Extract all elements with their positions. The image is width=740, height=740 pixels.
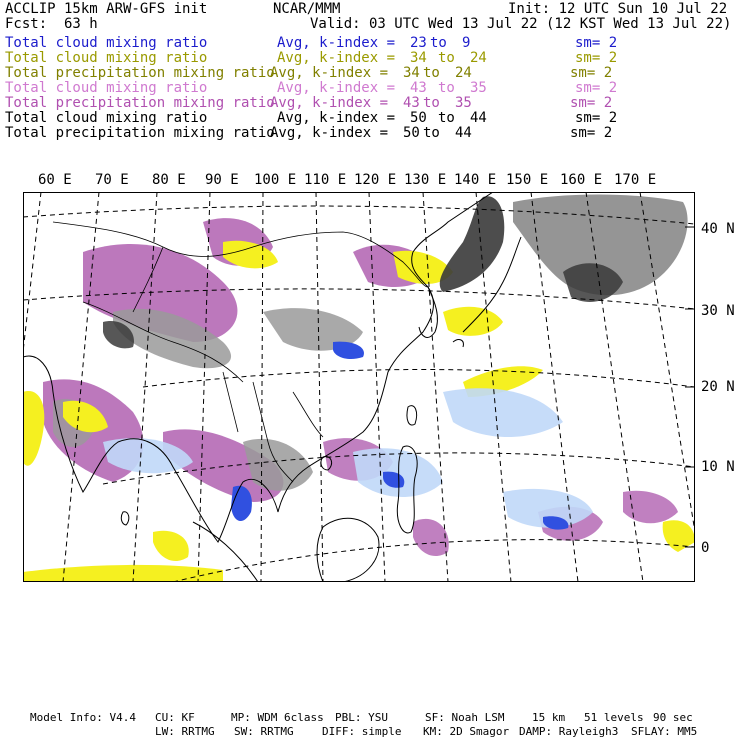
k-to: to xyxy=(430,35,447,51)
surface-layer-scheme: SFLAY: MM5 xyxy=(631,725,698,738)
init-time: Init: 12 UTC Sun 10 Jul 22 xyxy=(508,1,728,17)
lon-label: 70 E xyxy=(95,172,129,188)
center-label: NCAR/MMM xyxy=(273,1,341,17)
field-name: Total cloud mixing ratio xyxy=(5,80,208,96)
shortwave-scheme: SW: RRTMG xyxy=(234,725,294,738)
field-name: Total cloud mixing ratio xyxy=(5,110,208,126)
smoothing: sm= 2 xyxy=(570,95,613,111)
k-end: 44 xyxy=(455,125,472,141)
lat-label: 20 N xyxy=(701,379,735,395)
longwave-scheme: LW: RRTMG xyxy=(155,725,215,738)
field-name: Total cloud mixing ratio xyxy=(5,50,208,66)
smoothing: sm= 2 xyxy=(575,35,618,51)
valid-time: Valid: 03 UTC Wed 13 Jul 22 (12 KST Wed 13 Jul 22) xyxy=(310,16,732,32)
km-scheme: KM: 2D Smagor xyxy=(423,725,510,738)
lon-label: 110 E xyxy=(304,172,347,188)
avg-k-index: Avg, k-index = xyxy=(277,80,404,96)
lon-label: 170 E xyxy=(614,172,657,188)
lat-label: 40 N xyxy=(701,221,735,237)
k-start: 34 xyxy=(403,65,420,81)
smoothing: sm= 2 xyxy=(570,125,613,141)
forecast-hour: 63 h xyxy=(64,16,98,32)
timestep: 90 sec xyxy=(653,711,693,724)
field-name: Total cloud mixing ratio xyxy=(5,35,208,51)
k-end: 35 xyxy=(455,95,472,111)
k-end: 9 xyxy=(462,35,471,51)
avg-k-index: Avg, k-index = xyxy=(277,110,404,126)
k-end: 35 xyxy=(470,80,487,96)
k-start: 50 xyxy=(410,110,427,126)
surface-scheme: SF: Noah LSM xyxy=(425,711,505,724)
k-end: 24 xyxy=(455,65,472,81)
avg-k-index: Avg, k-index = xyxy=(270,65,397,81)
map-panel xyxy=(23,192,695,582)
lon-label: 90 E xyxy=(205,172,239,188)
k-start: 23 xyxy=(410,35,427,51)
smoothing: sm= 2 xyxy=(575,110,618,126)
k-to: to xyxy=(423,95,440,111)
avg-k-index: Avg, k-index = xyxy=(277,50,404,66)
lon-label: 120 E xyxy=(354,172,397,188)
k-start: 43 xyxy=(410,80,427,96)
lon-label: 160 E xyxy=(560,172,603,188)
smoothing: sm= 2 xyxy=(575,80,618,96)
legend-row xyxy=(5,96,735,111)
smoothing: sm= 2 xyxy=(575,50,618,66)
lon-label: 130 E xyxy=(404,172,447,188)
pbl-scheme: PBL: YSU xyxy=(335,711,388,724)
cumulus-scheme: CU: KF xyxy=(155,711,195,724)
legend-row xyxy=(5,111,735,126)
k-to: to xyxy=(438,50,455,66)
lon-label: 140 E xyxy=(454,172,497,188)
resolution: 15 km xyxy=(532,711,566,724)
lat-label: 10 N xyxy=(701,459,735,475)
avg-k-index: Avg, k-index = xyxy=(270,125,397,141)
avg-k-index: Avg, k-index = xyxy=(270,95,397,111)
k-to: to xyxy=(423,125,440,141)
legend-row xyxy=(5,81,735,96)
lat-label: 0 xyxy=(701,540,710,556)
damping-scheme: DAMP: Rayleigh3 xyxy=(519,725,619,738)
k-end: 24 xyxy=(470,50,487,66)
lon-label: 150 E xyxy=(506,172,549,188)
microphysics-scheme: MP: WDM 6class xyxy=(231,711,324,724)
k-start: 50 xyxy=(403,125,420,141)
k-start: 43 xyxy=(403,95,420,111)
legend-row xyxy=(5,36,735,51)
legend-row xyxy=(5,126,735,141)
legend-row xyxy=(5,51,735,66)
k-to: to xyxy=(438,80,455,96)
lon-label: 100 E xyxy=(254,172,297,188)
lon-label: 80 E xyxy=(152,172,186,188)
model-info: Model Info: V4.4 xyxy=(30,711,136,724)
field-name: Total precipitation mixing ratio xyxy=(5,95,275,111)
plot-title: ACCLIP 15km ARW-GFS init xyxy=(5,1,208,17)
k-to: to xyxy=(423,65,440,81)
k-end: 44 xyxy=(470,110,487,126)
vertical-levels: 51 levels xyxy=(584,711,644,724)
lon-label: 60 E xyxy=(38,172,72,188)
legend-row xyxy=(5,66,735,81)
avg-k-index: Avg, k-index = xyxy=(277,35,404,51)
diffusion-scheme: DIFF: simple xyxy=(322,725,402,738)
lat-label: 30 N xyxy=(701,303,735,319)
field-name: Total precipitation mixing ratio xyxy=(5,125,275,141)
field-name: Total precipitation mixing ratio xyxy=(5,65,275,81)
smoothing: sm= 2 xyxy=(570,65,613,81)
forecast-label: Fcst: xyxy=(5,16,48,32)
k-to: to xyxy=(438,110,455,126)
k-start: 34 xyxy=(410,50,427,66)
